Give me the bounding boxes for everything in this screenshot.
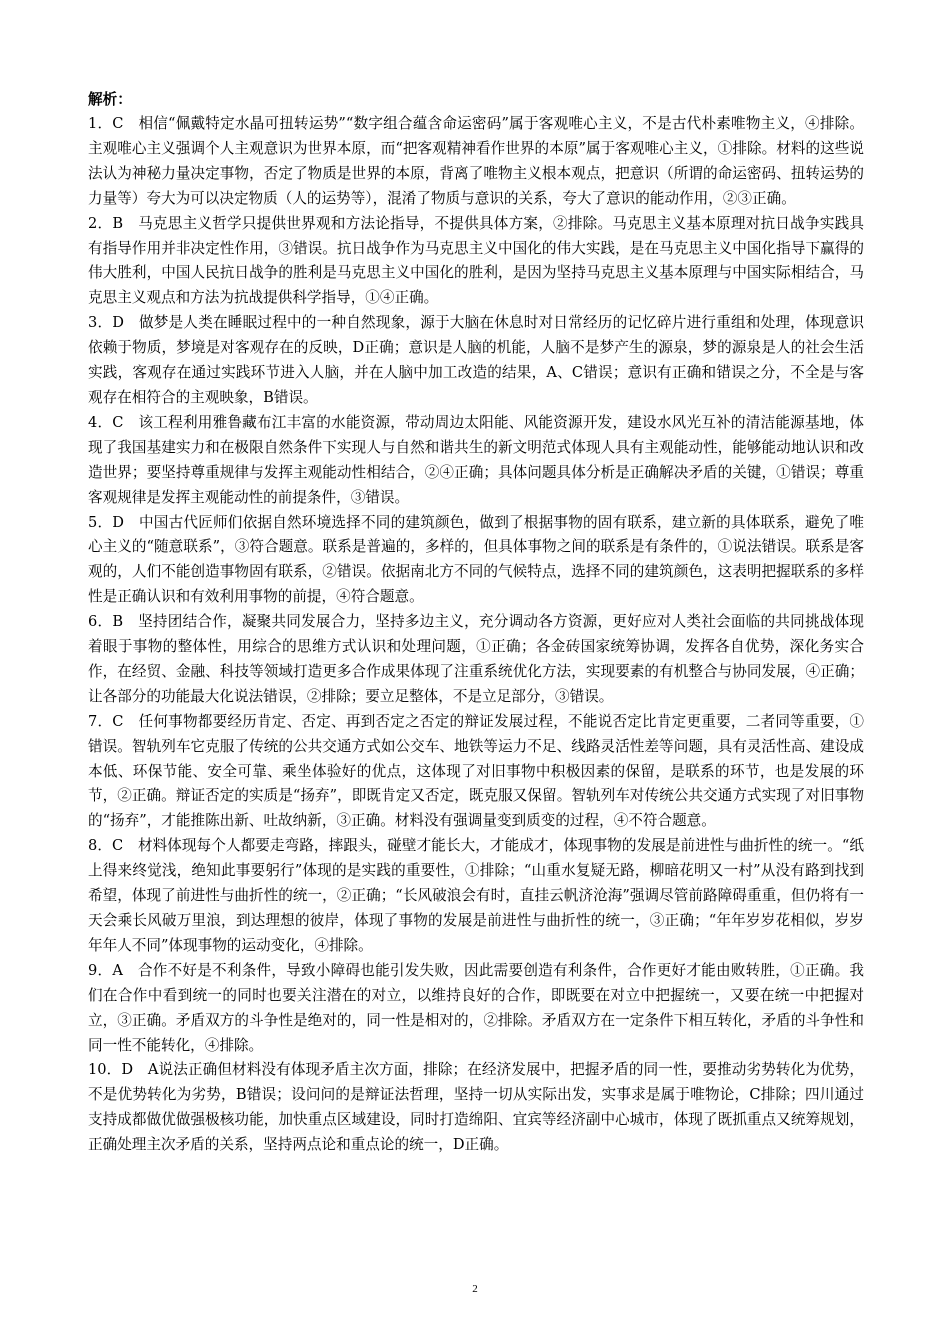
answer-number: 4．C <box>88 413 139 431</box>
answer-number: 7．C <box>88 712 139 730</box>
answer-item-7 <box>88 710 864 835</box>
answer-item-10 <box>88 1058 864 1158</box>
answer-number: 3．D <box>88 314 139 332</box>
answer-item-8 <box>88 834 864 959</box>
answer-text: 做梦是人类在睡眠过程中的一种自然现象，源于大脑在休息时对日常经历的记忆碎片进行重组和处理，体现意识依赖于物质，梦境是对客观存在的反映，D正确；意识是人脑的机能，人脑不是梦产生的源泉，梦的源泉是人的社会生活实践，客观存在通过实践环节进入人脑，并在人脑中加工改造的结果，A、C错误；意识有正确和错误之分，不全是与客观存在相符合的主观映象，B错误。 <box>88 314 864 406</box>
answer-number: 2．B <box>88 214 139 232</box>
answer-item-3 <box>88 311 864 411</box>
answer-item-5 <box>88 511 864 611</box>
answer-text: 任何事物都要经历肯定、否定、再到否定之否定的辩证发展过程，不能说否定比肯定更重要，二者同等重要，①错误。智轨列车它克服了传统的公共交通方式如公交车、地铁等运力不足、线路灵活性差等问题，具有灵活性高、建设成本低、环保节能、安全可靠、乘坐体验好的优点，这体现了对旧事物中积极因素的保留，是联系的环节，也是发展的环节，②正确。辩证否定的实质是“扬弃”，即既肯定又否定，既克服又保留。智轨列车对传统公共交通方式实现了对旧事物的“扬弃”，才能推陈出新、吐故纳新，③正确。材料没有强调量变到质变的过程，④不符合题意。 <box>88 712 864 830</box>
answer-text: 相信“佩戴特定水晶可扭转运势”“数字组合蕴含命运密码”属于客观唯心主义，不是古代朴素唯物主义，④排除。主观唯心主义强调个人主观意识为世界本原，而“把客观精神看作世界的本原”属于客观唯心主义，①排除。材料的这些说法认为神秘力量决定事物，否定了物质是世界的本原，背离了唯物主义根本观点，把意识（所谓的命运密码、扭转运势的力量等）夸大为可以决定物质（人的运势等），混淆了物质与意识的关系，夸大了意识的能动作用，②③正确。 <box>88 115 865 207</box>
answer-number: 1．C <box>88 115 139 132</box>
answer-text: 中国古代匠师们依据自然环境选择不同的建筑颜色，做到了根据事物的固有联系，建立新的具体联系，避免了唯心主义的“随意联系”，③符合题意。联系是普遍的，多样的，但具体事物之间的联系是有条件的，①说法错误。联系是客观的，人们不能创造事物固有联系，②错误。依据南北方不同的气候特点，选择不同的建筑颜色，这表明把握联系的多样性是正确认识和有效利用事物的前提，④符合题意。 <box>88 513 864 606</box>
answer-item-4 <box>88 411 864 511</box>
answer-item-6 <box>88 610 864 710</box>
analysis-heading: 解析： <box>88 91 132 108</box>
answer-text: 马克思主义哲学只提供世界观和方法论指导，不提供具体方案，②排除。马克思主义基本原理对抗日战争实践具有指导作用并非决定性作用，③错误。抗日战争作为马克思主义中国化的伟大实践，是在马克思主义中国化指导下赢得的伟大胜利，中国人民抗日战争的胜利是马克思主义中国化的胜利，是因为坚持马克思主义基本原理与中国实际相结合，马克思主义观点和方法为抗战提供科学指导，①④正确。 <box>88 214 864 307</box>
answer-text: 合作不好是不利条件，导致小障碍也能引发失败，因此需要创造有利条件，合作更好才能由败转胜，①正确。我们在合作中看到统一的同时也要关注潜在的对立，以维持良好的合作，即既要在对立中把握统一，又要在统一中把握对立，③正确。矛盾双方的斗争性是绝对的，同一性是相对的，②排除。矛盾双方在一定条件下相互转化，矛盾的斗争性和同一性不能转化，④排除。 <box>88 961 864 1054</box>
answer-number: 5．D <box>88 513 139 531</box>
answer-item-9 <box>88 959 864 1059</box>
answer-number: 10．D <box>88 1061 148 1079</box>
answer-item-1 <box>88 112 864 212</box>
page-number: 2 <box>472 1283 478 1295</box>
answer-text: 材料体现每个人都要走弯路，摔跟头，碰壁才能长大，才能成才，体现事物的发展是前进性与曲折性的统一。“纸上得来终觉浅，绝知此事要躬行”体现的是实践的重要性，①排除；“山重水复疑无路，柳暗花明又一村”从没有路到找到希望，体现了前进性与曲折性的统一，②正确；“长风破浪会有时，直挂云帆济沧海”强调尽管前路障碍重重，但仍将有一天会乘长风破万里浪，到达理想的彼岸，体现了事物的发展是前进性与曲折性的统一，③正确；“年年岁岁花相似，岁岁年年人不同”体现事物的运动变化，④排除。 <box>88 837 865 954</box>
answer-text: 该工程利用雅鲁藏布江丰富的水能资源，带动周边太阳能、风能资源开发，建设水风光互补的清洁能源基地，体现了我国基建实力和在极限自然条件下实现人与自然和谐共生的新文明范式体现人具有主观能动性，能够能动地认识和改造世界；要坚持尊重规律与发挥主观能动性相结合，②④正确；具体问题具体分析是正确解决矛盾的关键，①错误；尊重客观规律是发挥主观能动性的前提条件，③错误。 <box>88 413 864 506</box>
document-body <box>88 88 864 1158</box>
answer-item-2 <box>88 212 864 312</box>
answer-number: 9．A <box>88 961 138 979</box>
answer-number: 6．B <box>88 613 139 631</box>
answer-text: A说法正确但材料没有体现矛盾主次方面，排除；在经济发展中，把握矛盾的同一性，要推动劣势转化为优势，不是优势转化为劣势，B错误；设问问的是辩证法哲理，坚持一切从实际出发，实事求是属于唯物论，C排除；四川通过支持成都做优做强极核功能，加快重点区域建设，同时打造绵阳、宜宾等经济副中心城市，体现了既抓重点又统筹规划，正确处理主次矛盾的关系，坚持两点论和重点论的统一，D正确。 <box>88 1061 864 1154</box>
answer-number: 8．C <box>88 837 138 855</box>
answer-text: 坚持团结合作，凝聚共同发展合力，坚持多边主义，充分调动各方资源，更好应对人类社会面临的共同挑战体现着眼于事物的整体性，用综合的思维方式认识和处理问题，①正确；各金砖国家统筹协调，发挥各自优势，深化务实合作，在经贸、金融、科技等领域打造更多合作成果体现了注重系统优化方法，实现要素的有机整合与协同发展，④正确；让各部分的功能最大化说法错误，②排除；要立足整体，不是立足部分，③错误。 <box>88 613 864 705</box>
